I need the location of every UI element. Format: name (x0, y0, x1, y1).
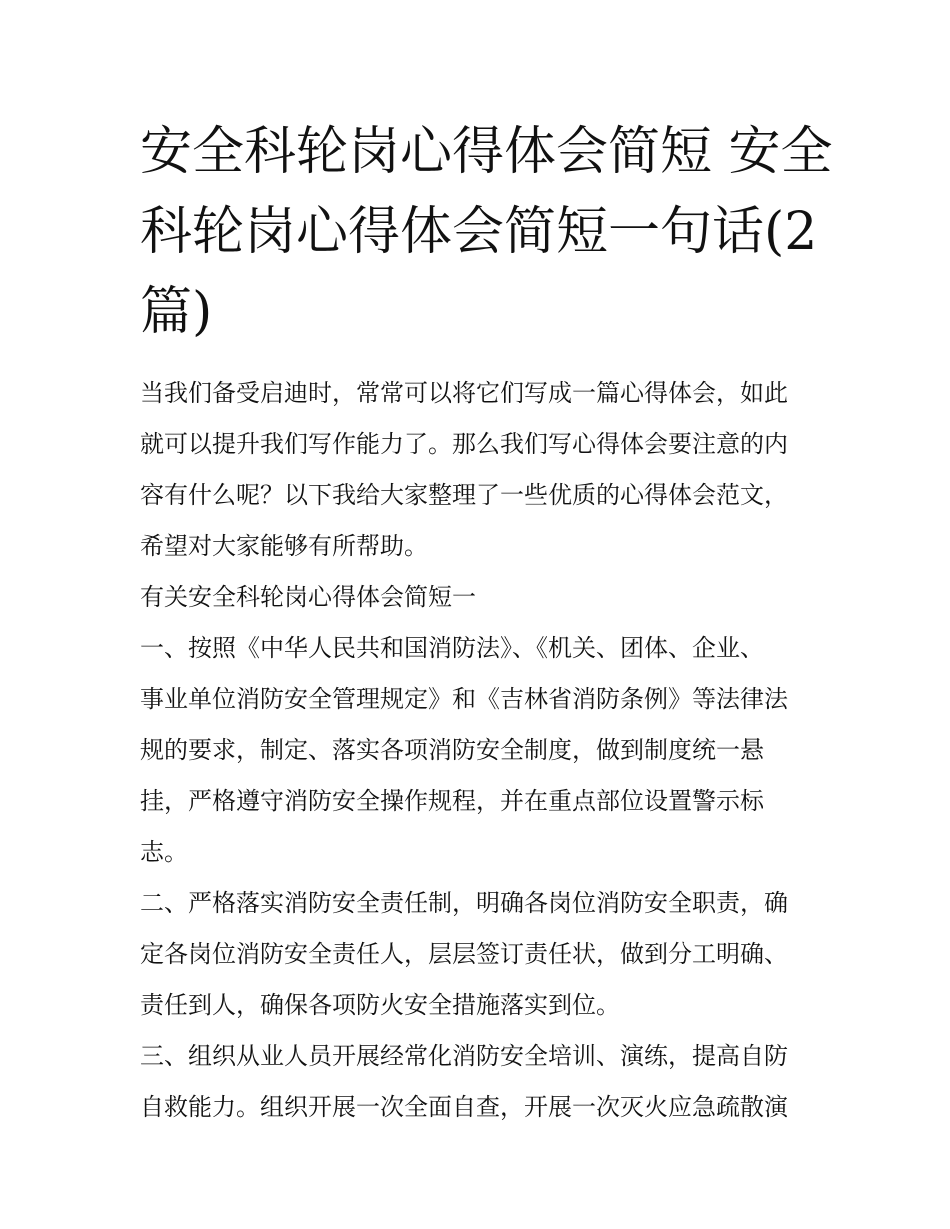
item-paragraph-3 (140, 1031, 812, 1133)
title-line: 篇) (140, 282, 213, 342)
text-line: 事业单位消防安全管理规定》和《吉林省消防条例》等法律法 (140, 685, 788, 713)
text-line: 希望对大家能够有所帮助。 (140, 532, 428, 560)
text-line: 规的要求，制定、落实各项消防安全制度，做到制度统一悬 (140, 736, 764, 764)
item-paragraph-1 (140, 623, 812, 878)
text-line: 二、严格落实消防安全责任制，明确各岗位消防安全职责，确 (140, 889, 788, 917)
intro-paragraph (140, 368, 812, 572)
document-body (140, 368, 812, 1133)
title-line: 安全科轮岗心得体会简短 安全 (140, 122, 833, 182)
text-line: 志。 (140, 838, 188, 866)
text-line: 一、按照《中华人民共和国消防法》、《机关、团体、企业、 (140, 634, 764, 662)
text-line: 挂，严格遵守消防安全操作规程，并在重点部位设置警示标 (140, 787, 764, 815)
text-line: 当我们备受启迪时，常常可以将它们写成一篇心得体会，如此 (140, 379, 788, 407)
document-content (140, 112, 833, 1133)
document-title (140, 112, 833, 352)
text-line: 责任到人，确保各项防火安全措施落实到位。 (140, 991, 620, 1019)
item-paragraph-2 (140, 878, 812, 1031)
text-line: 容有什么呢？以下我给大家整理了一些优质的心得体会范文， (140, 481, 788, 509)
text-line: 有关安全科轮岗心得体会简短一 (140, 583, 476, 611)
text-line: 自救能力。组织开展一次全面自查，开展一次灭火应急疏散演 (140, 1093, 788, 1121)
text-line: 就可以提升我们写作能力了。那么我们写心得体会要注意的内 (140, 430, 788, 458)
title-line: 科轮岗心得体会简短一句话(2 (140, 202, 818, 262)
section-heading (140, 572, 812, 623)
text-line: 三、组织从业人员开展经常化消防安全培训、演练，提高自防 (140, 1042, 788, 1070)
text-line: 定各岗位消防安全责任人，层层签订责任状，做到分工明确、 (140, 940, 788, 968)
